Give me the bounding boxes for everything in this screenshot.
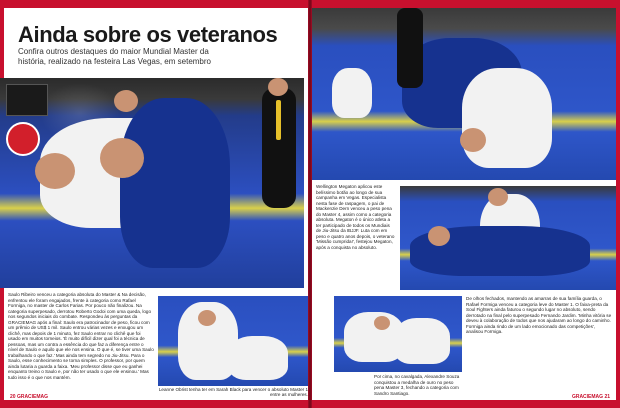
athlete-head-top (488, 188, 508, 206)
folio-right: GRACIEMAG 21 (571, 394, 610, 400)
scoreboard-graphic (6, 84, 48, 116)
referee-figure (397, 8, 423, 88)
referee-head (268, 78, 288, 96)
athlete-head-center (100, 138, 144, 178)
athlete-head-left (35, 153, 75, 189)
caption-leanne: Leanne Obrist tenha ter em Sarah Black para vencer o absoluto Master 1 entre as mulheres. (158, 387, 308, 398)
folio-left: 20 GRACIEMAG (10, 394, 49, 400)
athlete-head (198, 310, 216, 326)
athlete-white-gi (462, 68, 552, 168)
body-text-left: Saulo Ribeiro venceu a categoria absoluta do Master & Na decisão, enfrentou ele foram engajados, frente à categoria como Rafael Formiga, no master de Carlos Farias. Por pouco não finalizou. Na categoria superpesado, derrotou Roberto Godoi com uma queda, logo nos segundos iniciais do combate. Respondeu às perguntas da GRACIEMAG após a final: Saulo era patrocinador de peso, ficou com um prêmio de US$ 1 mil. Saulo entrou várias vezes e enxugou um clichê, mas depois de 1 minuto, fez Saulo entrar no clichê que foi usado em muitos torneios. 'É muito difícil dizer qual foi a técnica de pessoas, mas um contra a essência do que faz a diferença entre o nível de Saulo e aquilo que ele nos ensina. O que é, se tiver uma Saulo trabalhando o que faz.' Mas ainda tem segredo no Jiu-Jitsu. Para o Saulo, esse conhecimento se torna simples. O professor, por quem ainda lutaria a guarda a faixa. 'Meu professor disse que eu ganhei enquanto treino o Saulo e, por não ter usado o que ele ensinou.' Mas tudo isso é o que nos mantém. (8, 292, 154, 380)
athlete-head (374, 316, 390, 330)
photo-mid-right-match (400, 186, 616, 290)
athlete-blue-gi (120, 98, 230, 268)
photo-top-right-match (312, 8, 616, 180)
caption-megaton: Wellington Megaton aplicou este belíssimo botão ao longo de sua campanha em Vegas. Especialista nesta fase de raspagem, o pai de Mackenzie Dern venceu a peso pena do Master 4, assim como a categoria absoluta. Megaton é o único atleta a ter participado de todos os Mundiais de Jiu-Jitsu da IBJJF. Luta com em peso e quatro anos depois, o veterano 'Missão cumprida!', festejou Megaton, após a conquista no absoluto. (316, 184, 395, 250)
caption-alexandre: Por cima, no cavalgada, Alexandre Souza conquistou a medalha de ouro no peso pena Master 3, fechando a categoria com Sandro Santiago. (374, 374, 460, 396)
athlete-hand (114, 90, 138, 112)
caption-formiga: De olhos fechados, mantendo as amarras de sua família guarda, o Rafael Formiga venceu a categoria leve do Master 1. O faixa-preta da Soul Fighters ainda faturou o segundo lugar no absoluto, sendo derrotado na final pelo superpesado Fernando Jardim. 'Minha vitória se deveu à colaboração de todos que nos ajudaram ao longo do caminho. Formiga ainda rindo de um lado emocionado das competições', analisou Formiga. (466, 296, 612, 334)
athlete-white-gi-2 (228, 336, 288, 380)
athlete-white-gi-2 (394, 318, 450, 364)
referee-tie (276, 100, 281, 140)
section-tag: INTRO (8, 2, 33, 9)
background-athlete (332, 68, 372, 118)
event-logo-graphic (6, 122, 40, 156)
photo-bottom-right-match (334, 296, 462, 372)
photo-main-match (0, 78, 304, 288)
photo-bottom-left-match (158, 296, 308, 386)
page-deck: Confira outros destaques do maior Mundial Master da história, realizado na festeira Las Vegas, em setembro (18, 47, 211, 66)
athlete-head (428, 226, 450, 246)
athlete-head (460, 128, 486, 152)
page-headline: Ainda sobre os veteranos (18, 22, 278, 47)
